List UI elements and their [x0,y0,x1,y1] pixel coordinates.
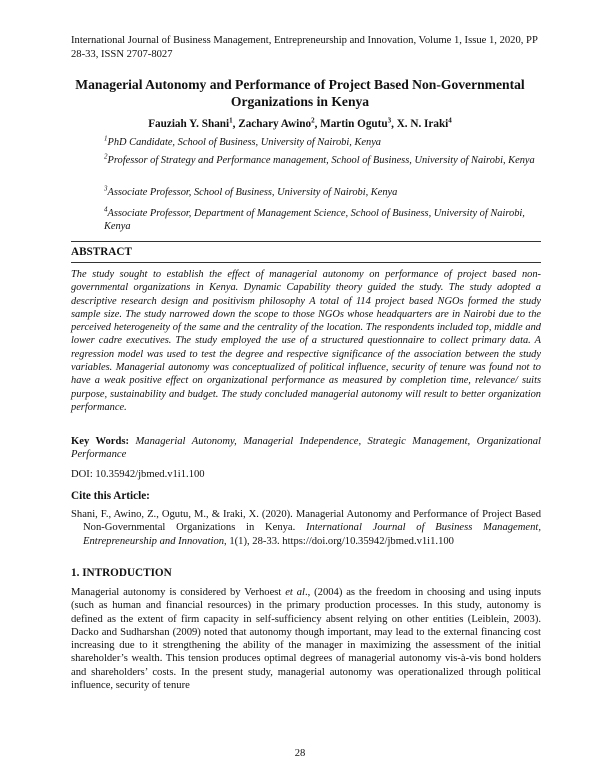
section-heading-introduction: 1. INTRODUCTION [71,567,172,579]
citation: Shani, F., Awino, Z., Ogutu, M., & Iraki, X. (2020). Managerial Autonomy and Performance of Project Based Non-Governmental Organizations in Kenya. International Journal of Business Management, Entrepreneurship and Innovation, 1(1), 28-33. https://doi.org/10.35942/jbmed.v1i1.100 [71,509,541,547]
cite-heading: Cite this Article: [71,490,150,502]
author-list [60,117,540,131]
affiliation-3: $^3$Associate Professor, School of Business, University of Nairobi, Kenya [104,184,398,198]
journal-header: International Journal of Business Management, Entrepreneurship and Innovation, Volume 1, Issue 1, 2020, PP 28-33, ISSN 2707-8027 [71,35,538,60]
paper-title: Managerial Autonomy and Performance of Project Based Non-Governmental Organizations in Kenya [75,77,525,109]
divider-top [71,241,541,242]
author: Fauziah Y. Shani$^1$, [148,116,239,130]
affiliation-1: $^1$PhD Candidate, School of Business, University of Nairobi, Kenya [104,134,381,148]
doi: DOI: 10.35942/jbmed.v1i1.100 [71,469,205,480]
keywords-label: Key Words: [71,436,130,447]
keywords-text: Managerial Autonomy, Managerial Independence, Strategic Management, Organizational Performance [71,436,541,461]
keywords [71,435,541,462]
affiliation-2: $^2$Professor of Strategy and Performance management, School of Business, University of Nairobi, Kenya [104,152,535,166]
author: Martin Ogutu$^3$, [320,116,397,130]
affiliation-4: $^4$Associate Professor, Department of Management Science, School of Business, University of Nairobi, Kenya [104,205,525,233]
divider-abstract [71,262,541,263]
author: Zachary Awino$^2$, [238,116,321,130]
abstract-text: The study sought to establish the effect of managerial autonomy on performance of project based non-governmental organizations in Kenya. Dynamic Capability theory guided the study. The study adopted a descriptive research design and positivism philosophy A total of 114 project based NGOs formed the study sample size. The study narrowed down the scope to those NGOs whose headquarters are in Nairobi due to the perceived heterogeneity of the same and the centrality of the location. The respondents included top, middle and lower cadre executives. The study employed the use of a structured questionnaire to collect primary data. A regression model was used to test the degree and respective significance of the association between the study variables. Managerial autonomy was conceptualized of political influence, security of tenure was found not to have a weak positive effect on organizational performance as measured by completion time, relevance/ suits purpose, sustainability and budget. The study concluded managerial autonomy will result to better organization performance. [71,269,541,413]
introduction-paragraph: Managerial autonomy is considered by Verhoest et al., (2004) as the freedom in choosing and using inputs (such as human and financial resources) in the primary production processes. In this study, autonomy is defined as the extent of firm capacity in self-sufficiency absent relying on other entities (Leiblein, 2003). Dacko and Sudharshan (2009) noted that autonomy though important, may lead to the external financing cost increasing due to it strengthening the ability of the manager in maximizing the assessment of the initial shareholder’s wealth. This tension produces optimal degrees of managerial autonomy vis-à-vis bond holders and shareholders’ costs. In the present study, managerial autonomy was operationalized through political influence, security of tenure [71,587,541,692]
page-number: 28 [294,748,306,759]
author: X. N. Iraki$^4$ [396,116,452,130]
abstract-heading: ABSTRACT [71,246,132,258]
